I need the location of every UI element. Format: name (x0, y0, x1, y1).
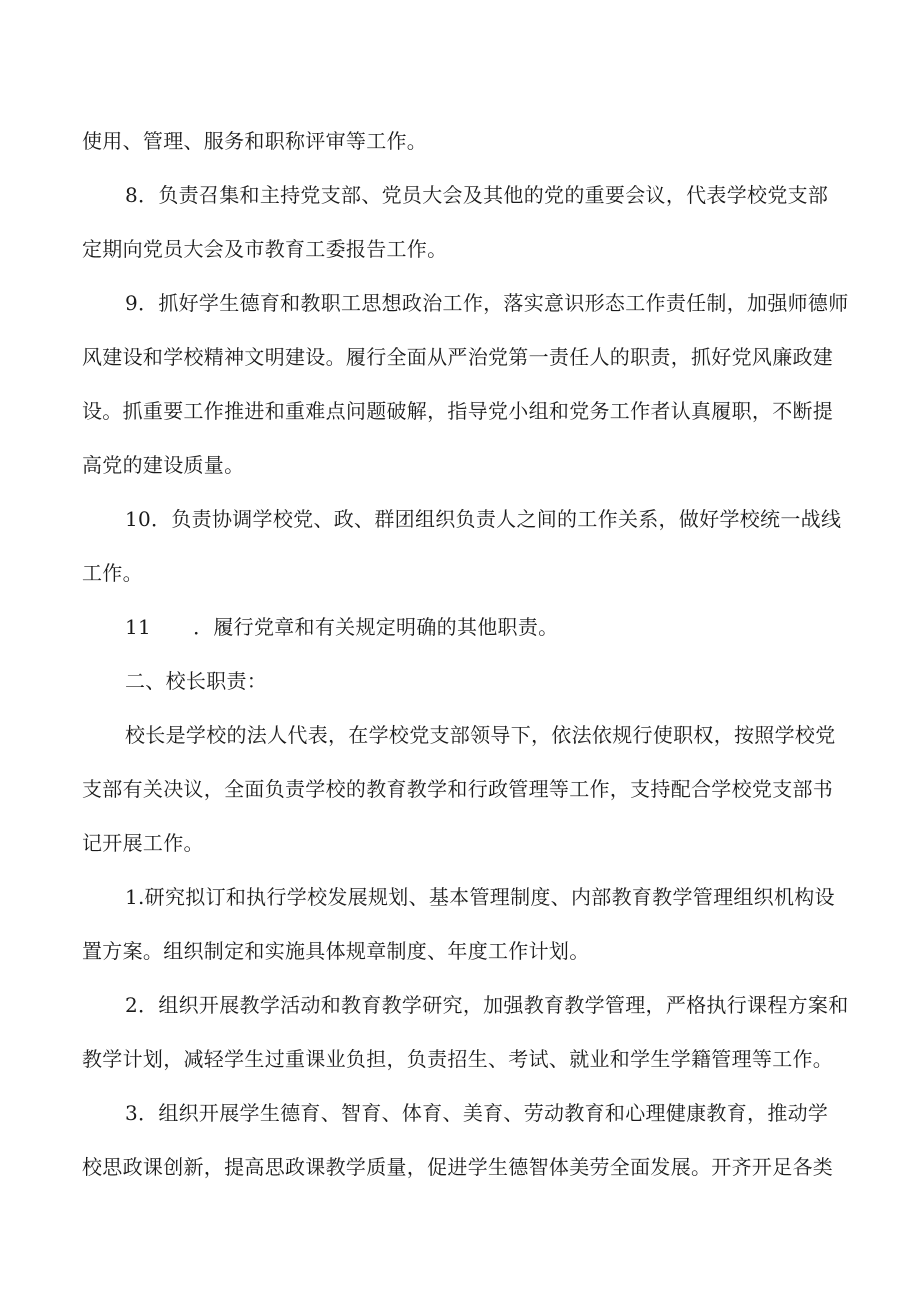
text-line: 10．负责协调学校党、政、群团组织负责人之间的工作关系，做好学校统一战线 (125, 507, 842, 531)
text-line: 2．组织开展教学活动和教育教学研究，加强教育教学管理，严格执行课程方案和 (125, 993, 849, 1017)
text-line: 支部有关决议，全面负责学校的教育教学和行政管理等工作，支持配合学校党支部书 (82, 777, 834, 801)
text-line: 风建设和学校精神文明建设。履行全面从严治党第一责任人的职责，抓好党风廉政建 (82, 345, 834, 369)
item-text: ．履行党章和有关规定明确的其他职责。 (193, 615, 559, 639)
section-heading: 二、校长职责： (125, 669, 268, 693)
text-line: 9．抓好学生德育和教职工思想政治工作，落实意识形态工作责任制，加强师德师 (125, 291, 849, 315)
text-line: 设。抓重要工作推进和重难点问题破解，指导党小组和党务工作者认真履职，不断提 (82, 399, 834, 423)
text-line: 高党的建设质量。 (82, 453, 245, 477)
text-line: 8．负责召集和主持党支部、党员大会及其他的党的重要会议，代表学校党支部 (125, 183, 829, 207)
text-line: 3．组织开展学生德育、智育、体育、美育、劳动教育和心理健康教育，推动学 (125, 1101, 829, 1125)
text-line: 校思政课创新，提高思政课教学质量，促进学生德智体美劳全面发展。开齐开足各类 (82, 1155, 834, 1179)
text-line: 定期向党员大会及市教育工委报告工作。 (82, 237, 448, 261)
text-line: 使用、管理、服务和职称评审等工作。 (82, 129, 428, 153)
text-line: 校长是学校的法人代表，在学校党支部领导下，依法依规行使职权，按照学校党 (125, 723, 836, 747)
text-line: 1.研究拟订和执行学校发展规划、基本管理制度、内部教育教学管理组织机构设 (125, 885, 835, 909)
text-line (125, 613, 558, 641)
text-line: 教学计划，减轻学生过重课业负担，负责招生、考试、就业和学生学籍管理等工作。 (82, 1047, 834, 1071)
text-line: 记开展工作。 (82, 831, 204, 855)
item-number: 11 (125, 615, 152, 639)
text-line: 置方案。组织制定和实施具体规章制度、年度工作计划。 (82, 939, 590, 963)
text-line: 工作。 (82, 561, 143, 585)
